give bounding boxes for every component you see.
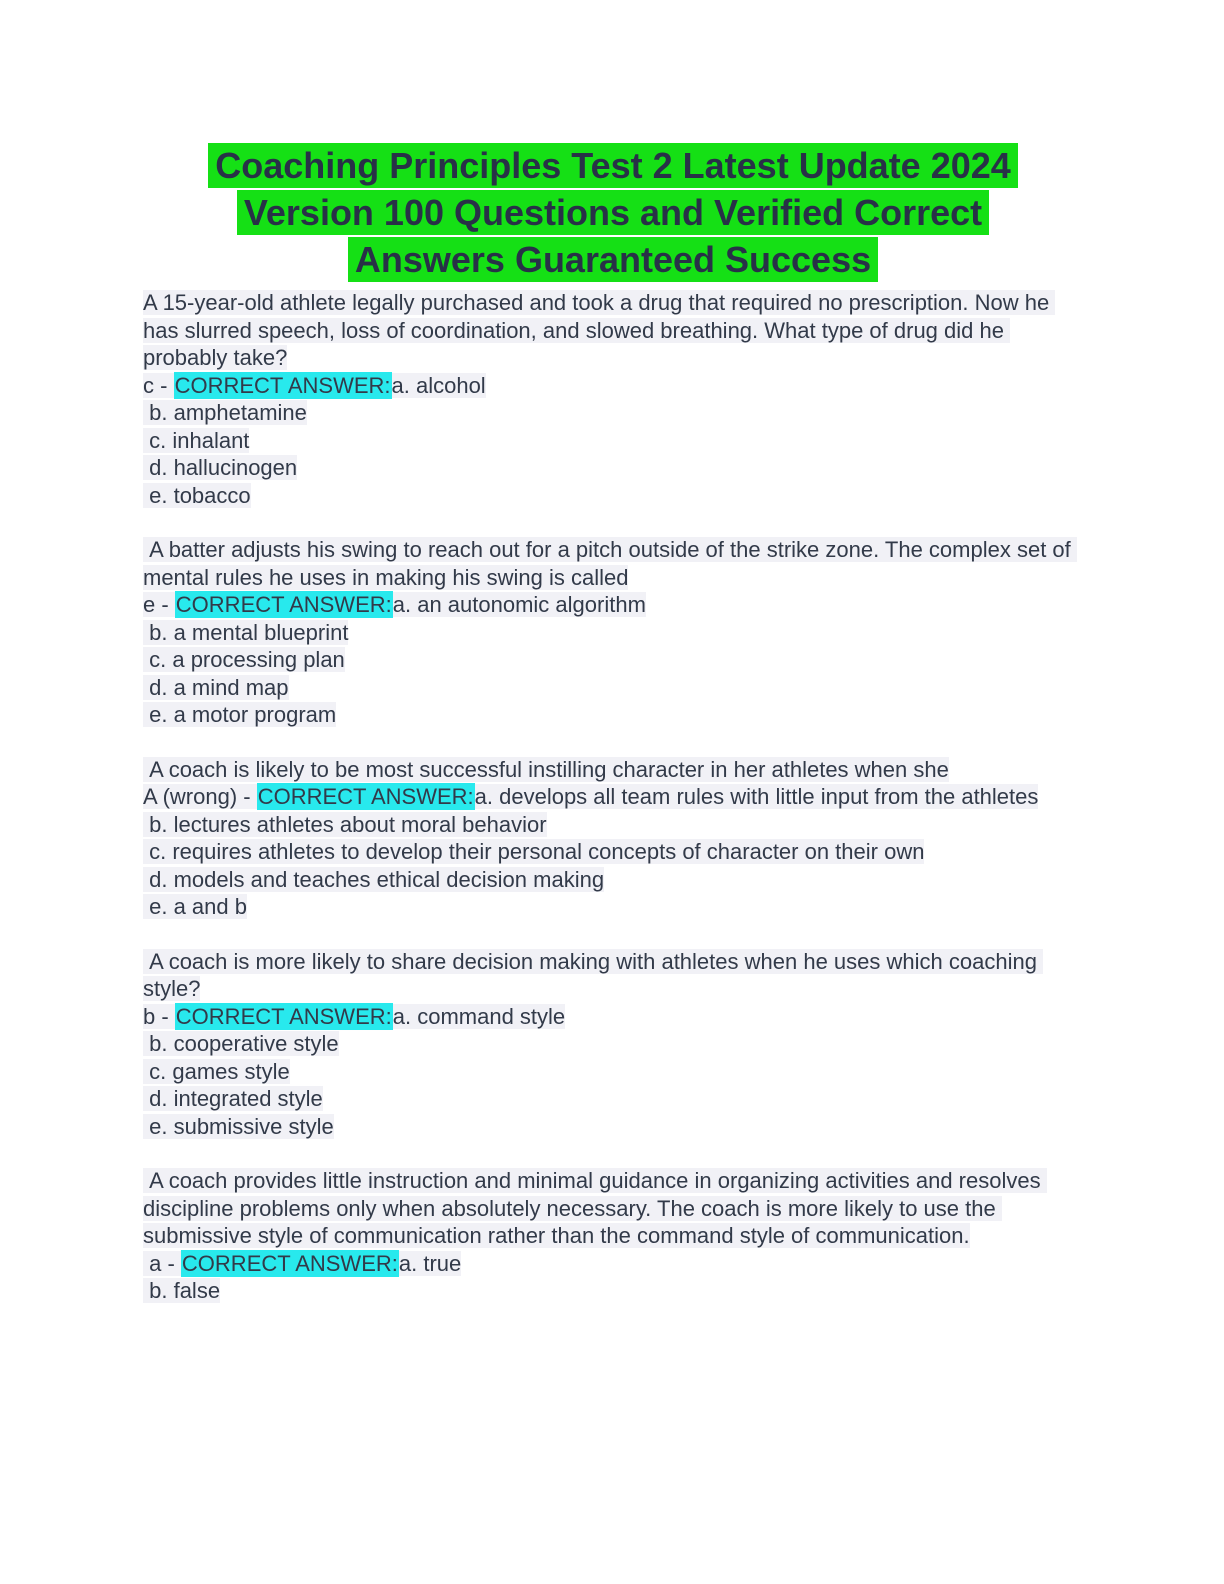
option-d: [143, 866, 1083, 894]
question-text-span: A batter adjusts his swing to reach out for a pitch outside of the strike zone. The complex set of mental rules he uses in making his swing is called: [143, 537, 1077, 590]
question-text-span: A coach is likely to be most successful instilling character in her athletes when she: [143, 756, 949, 782]
option-b-text: b. cooperative style: [143, 1031, 339, 1056]
title-line-1: [143, 143, 1083, 190]
answer-option-a: a. true: [398, 1250, 462, 1276]
correct-answer-label: CORRECT ANSWER:: [175, 1003, 392, 1029]
answer-line: [143, 591, 1083, 619]
question-text: [143, 756, 1083, 784]
question-block-1: [143, 289, 1083, 509]
question-text-span: A 15-year-old athlete legally purchased and took a drug that required no prescription. Now he has slurred speech, loss of coordination, and slowed breathing. What type of drug did he probably take?: [143, 290, 1056, 370]
option-b: [143, 619, 1083, 647]
question-block-2: [143, 536, 1083, 729]
option-c-text: c. a processing plan: [143, 647, 345, 672]
question-text-span: A coach is more likely to share decision making with athletes when he uses which coaching style?: [143, 948, 1044, 1001]
document-title: [143, 143, 1083, 284]
option-b: [143, 811, 1083, 839]
answer-line: [143, 372, 1083, 400]
option-c: [143, 838, 1083, 866]
question-text-span: A coach provides little instruction and minimal guidance in organizing activities and resolves discipline problems only when absolutely necessary. The coach is more likely to use the submissive style of communication rather than the command style of communication.: [143, 1168, 1047, 1248]
option-d: [143, 674, 1083, 702]
question-block-4: [143, 948, 1083, 1141]
option-b-text: b. a mental blueprint: [143, 619, 349, 645]
question-block-3: [143, 756, 1083, 921]
option-d: [143, 454, 1083, 482]
option-e-text: e. a motor program: [143, 702, 337, 727]
option-e: [143, 893, 1083, 921]
question-text: [143, 1167, 1083, 1250]
answer-prefix: e -: [143, 592, 175, 617]
correct-answer-label: CORRECT ANSWER:: [175, 592, 392, 617]
title-line-3: [143, 237, 1083, 284]
answer-prefix: A (wrong) -: [143, 784, 257, 809]
title-line-1-text: Coaching Principles Test 2 Latest Update 2024: [208, 143, 1018, 188]
question-text: [143, 948, 1083, 1003]
answer-option-a: a. alcohol: [391, 372, 486, 398]
option-b: [143, 1277, 1083, 1305]
option-c: [143, 646, 1083, 674]
answer-prefix: c -: [143, 372, 174, 398]
option-b-text: b. amphetamine: [143, 400, 307, 425]
option-d: [143, 1085, 1083, 1113]
option-e: [143, 482, 1083, 510]
option-d-text: d. models and teaches ethical decision making: [143, 866, 605, 892]
option-b-text: b. false: [143, 1278, 221, 1303]
option-c: [143, 427, 1083, 455]
answer-option-a: a. command style: [392, 1003, 566, 1029]
answer-option-a: a. an autonomic algorithm: [392, 592, 646, 617]
option-b: [143, 1030, 1083, 1058]
option-d-text: d. hallucinogen: [143, 455, 298, 480]
title-line-2-text: Version 100 Questions and Verified Correct: [237, 190, 989, 235]
option-e: [143, 701, 1083, 729]
option-d-text: d. a mind map: [143, 674, 289, 700]
option-c-text: c. requires athletes to develop their personal concepts of character on their own: [143, 839, 925, 864]
option-b: [143, 399, 1083, 427]
question-text: [143, 289, 1083, 372]
option-b-text: b. lectures athletes about moral behavior: [143, 811, 547, 837]
answer-line: [143, 783, 1083, 811]
option-c-text: c. inhalant: [143, 427, 250, 453]
option-c: [143, 1058, 1083, 1086]
option-d-text: d. integrated style: [143, 1086, 323, 1111]
option-e-text: e. submissive style: [143, 1113, 334, 1139]
option-e: [143, 1113, 1083, 1141]
answer-option-a: a. develops all team rules with little input from the athletes: [474, 784, 1039, 809]
option-e-text: e. tobacco: [143, 482, 251, 508]
answer-line: [143, 1003, 1083, 1031]
option-e-text: e. a and b: [143, 894, 247, 919]
title-line-3-text: Answers Guaranteed Success: [348, 237, 878, 282]
correct-answer-label: CORRECT ANSWER:: [181, 1250, 398, 1276]
correct-answer-label: CORRECT ANSWER:: [174, 372, 391, 398]
answer-prefix: b -: [143, 1003, 175, 1029]
question-text: [143, 536, 1083, 591]
answer-prefix: a -: [143, 1250, 181, 1276]
title-line-2: [143, 190, 1083, 237]
correct-answer-label: CORRECT ANSWER:: [257, 784, 474, 809]
answer-line: [143, 1250, 1083, 1278]
option-c-text: c. games style: [143, 1058, 290, 1084]
question-block-5: [143, 1167, 1083, 1305]
